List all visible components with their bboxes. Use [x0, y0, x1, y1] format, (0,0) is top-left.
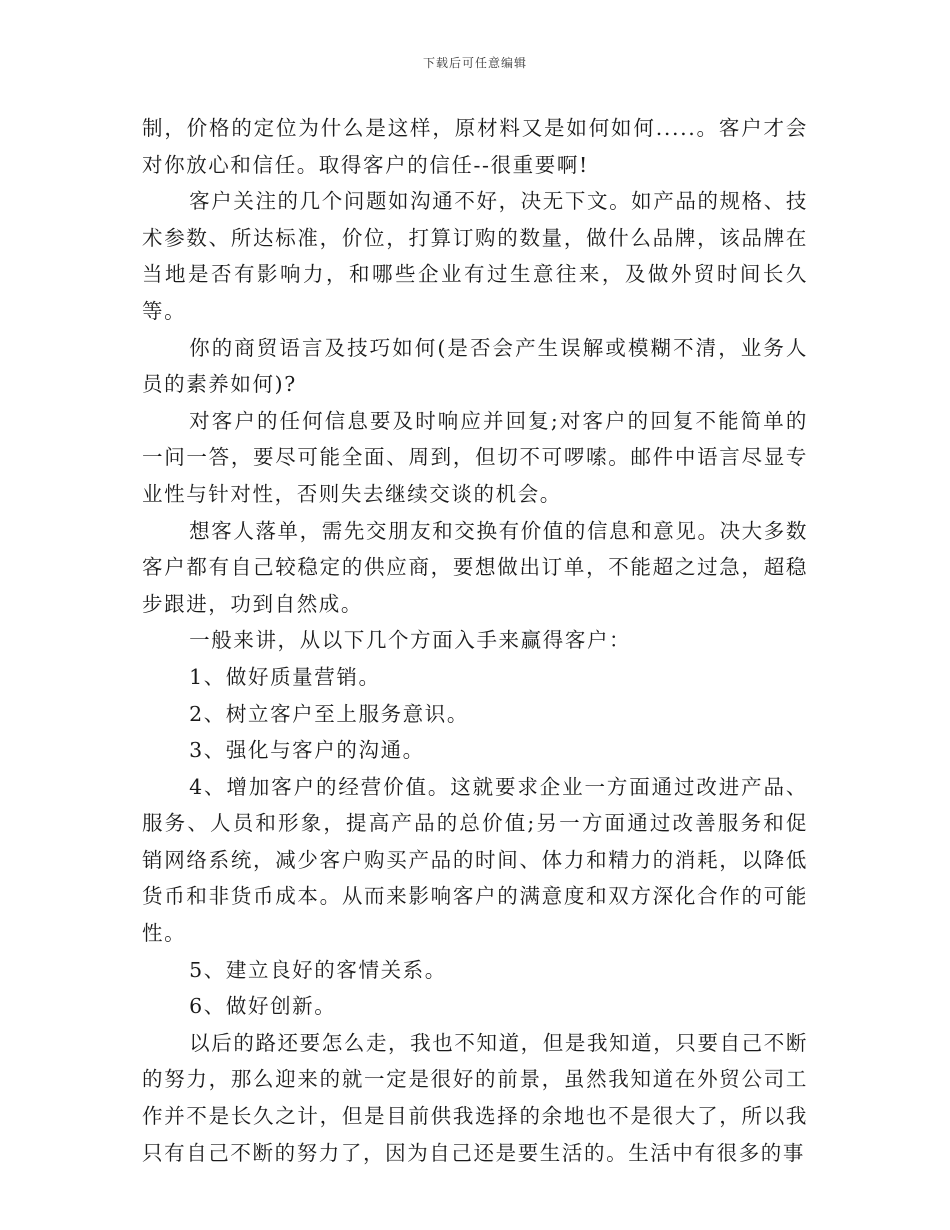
list-item: 5、建立良好的客情关系。	[189, 957, 447, 982]
paragraph: 想客人落单，需先交朋友和交换有价值的信息和意见。决大多数客户都有自己较稳定的供应商，要想做出订单，不能超之过急，超稳步跟进，功到自然成。	[142, 518, 808, 616]
list-item: 4、增加客户的经营价值。这就要求企业一方面通过改进产品、服务、人员和形象，提高产品的总价值;另一方面通过改善服务和促销网络系统，减少客户购买产品的时间、体力和精力的消耗，以降低货币和非货币成本。从而来影响客户的满意度和双方深化合作的可能性。	[142, 774, 808, 946]
page-header: 下载后可任意编辑	[422, 56, 527, 70]
paragraph: 制，价格的定位为什么是这样，原材料又是如何如何.....。客户才会对你放心和信任。取得客户的信任--很重要啊!	[142, 116, 808, 177]
paragraph: 对客户的任何信息要及时响应并回复;对客户的回复不能简单的一问一答，要尽可能全面、周到，但切不可啰嗦。邮件中语言尽显专业性与针对性，否则失去继续交谈的机会。	[142, 408, 808, 506]
list-item: 3、强化与客户的沟通。	[189, 738, 425, 763]
list-item: 2、树立客户至上服务意识。	[189, 701, 469, 726]
paragraph: 一般来讲，从以下几个方面入手来赢得客户：	[189, 628, 632, 653]
list-item: 1、做好质量营销。	[189, 664, 381, 689]
paragraph: 你的商贸语言及技巧如何(是否会产生误解或模糊不清，业务人员的素养如何)?	[142, 335, 808, 397]
list-item: 6、做好创新。	[189, 994, 337, 1019]
paragraph: 客户关注的几个问题如沟通不好，决无下文。如产品的规格、技术参数、所达标准，价位，打算订购的数量，做什么品牌，该品牌在当地是否有影响力，和哪些企业有过生意往来，及做外贸时间长久等。	[142, 189, 808, 323]
paragraph: 以后的路还要怎么走，我也不知道，但是我知道，只要自己不断的努力，那么迎来的就一定是很好的前景，虽然我知道在外贸公司工作并不是长久之计，但是目前供我选择的余地也不是很大了，所以我只有自己不断的努力了，因为自己还是要生活的。生活中有很多的事	[142, 1030, 808, 1165]
document-body	[142, 110, 808, 1171]
